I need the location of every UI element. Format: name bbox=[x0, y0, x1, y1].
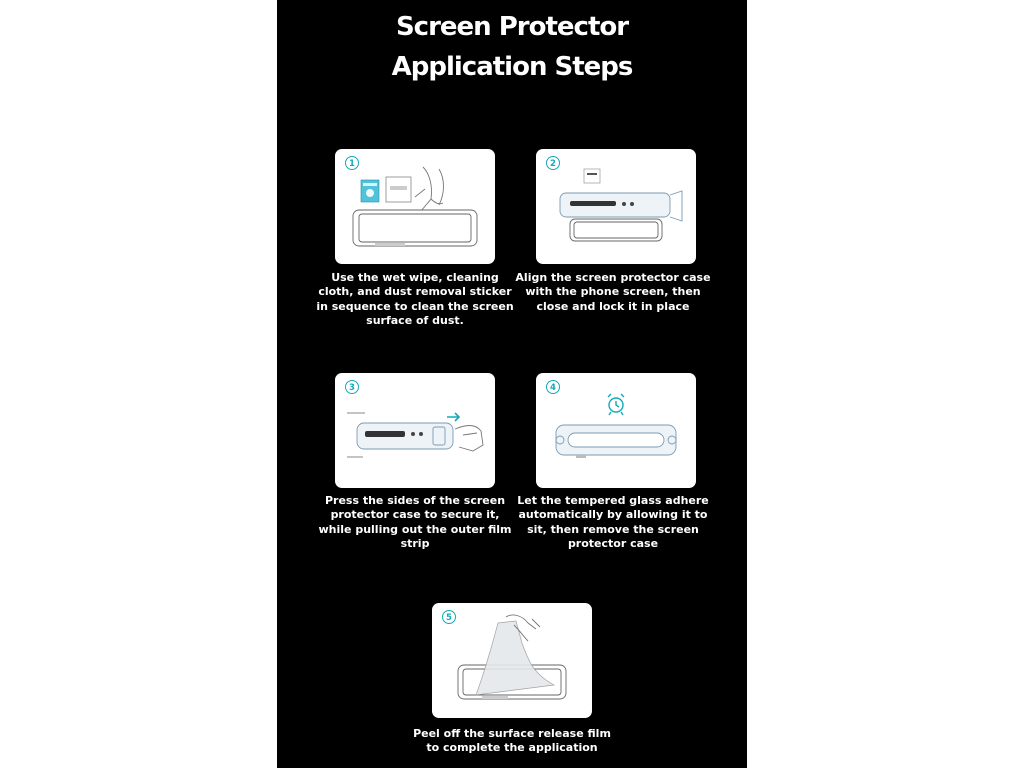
tag-icon bbox=[584, 169, 600, 183]
step-1-number: 1 bbox=[345, 156, 359, 170]
step-3-card bbox=[335, 373, 495, 488]
page-subtitle: Application Steps bbox=[391, 52, 633, 82]
phone-icon bbox=[353, 210, 477, 246]
step-1-illustration bbox=[335, 149, 495, 264]
hand-icon bbox=[455, 426, 483, 452]
step-3-caption: Press the sides of the screen protector case to secure it, while pulling out the outer film strip bbox=[318, 494, 512, 550]
hand-icon bbox=[411, 167, 444, 215]
pull-arrow-icon bbox=[447, 413, 459, 421]
protector-case-icon bbox=[357, 423, 453, 449]
step-2-illustration bbox=[536, 149, 696, 264]
protector-case-icon bbox=[556, 425, 676, 458]
phone-icon bbox=[570, 219, 662, 241]
page-title: Screen Protector bbox=[395, 12, 629, 42]
step-5-illustration bbox=[432, 603, 592, 718]
step-5-caption: Peel off the surface release film to complete the application bbox=[413, 727, 611, 755]
step-4-number: 4 bbox=[546, 380, 560, 394]
step-5-number: 5 bbox=[442, 610, 456, 624]
step-2-number: 2 bbox=[546, 156, 560, 170]
step-1-card bbox=[335, 149, 495, 264]
guide-panel bbox=[277, 0, 747, 768]
step-4-card bbox=[536, 373, 696, 488]
alarm-clock-icon bbox=[608, 394, 624, 415]
release-film-icon bbox=[476, 621, 554, 695]
step-3-number: 3 bbox=[345, 380, 359, 394]
step-2-card bbox=[536, 149, 696, 264]
wet-wipe-icon bbox=[361, 180, 379, 202]
dust-sticker-icon bbox=[386, 177, 411, 202]
step-5-card bbox=[432, 603, 592, 718]
step-1-caption: Use the wet wipe, cleaning cloth, and dust removal sticker in sequence to clean the screen surface of dust. bbox=[316, 271, 514, 327]
protector-case-icon bbox=[560, 191, 682, 221]
step-4-illustration bbox=[536, 373, 696, 488]
step-2-caption: Align the screen protector case with the phone screen, then close and lock it in place bbox=[515, 271, 711, 313]
step-3-illustration bbox=[335, 373, 495, 488]
step-4-caption: Let the tempered glass adhere automatically by allowing it to sit, then remove the screen protector case bbox=[517, 494, 709, 550]
